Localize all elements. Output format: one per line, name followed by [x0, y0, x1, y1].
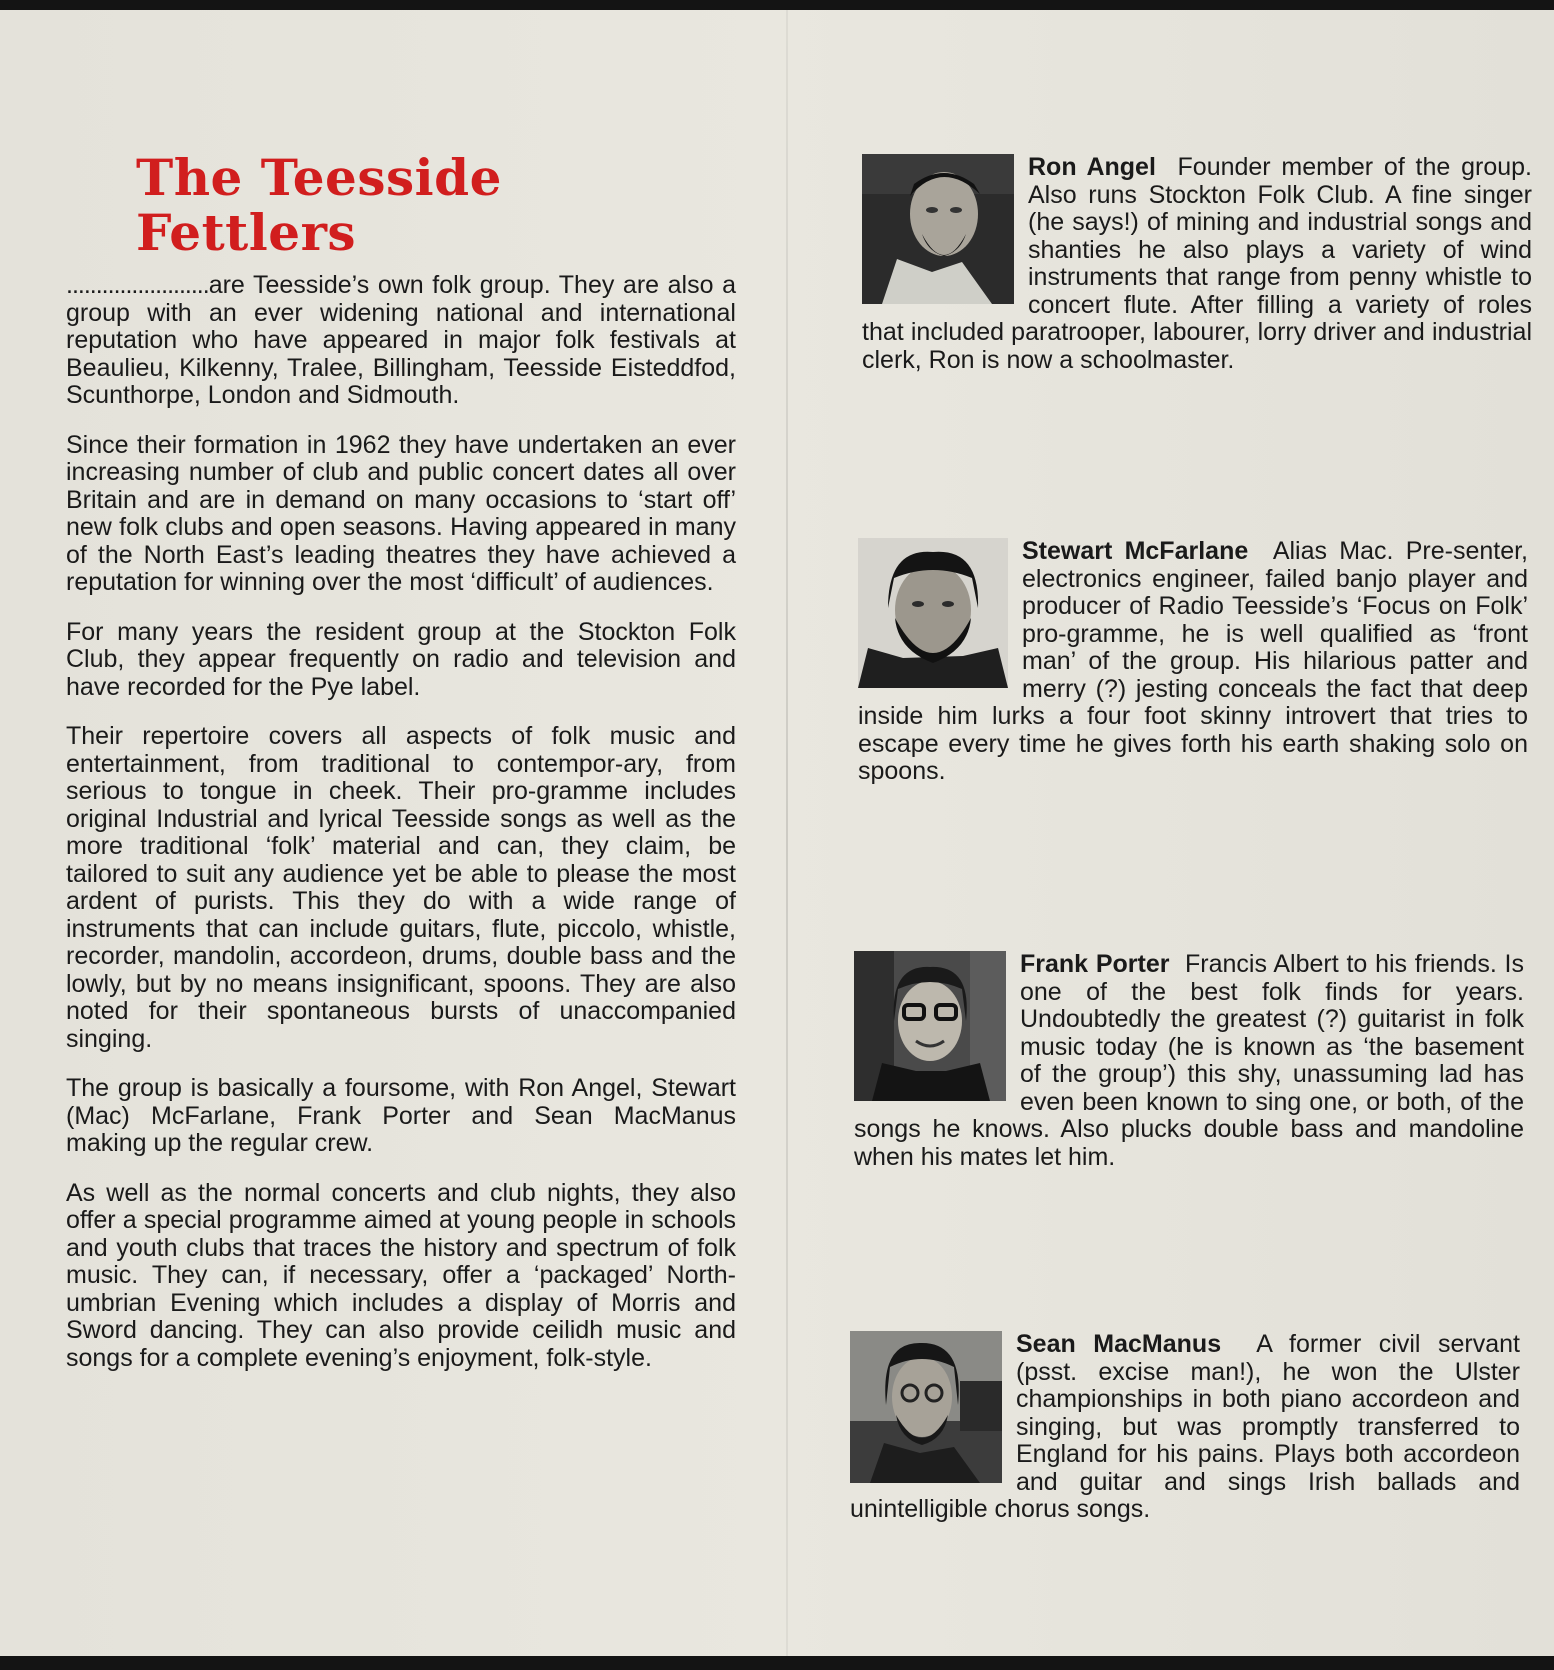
intro-paragraph-6: As well as the normal concerts and club nights, they also offer a special programme aimed at young people in schools and youth clubs that traces the history and spectrum of folk music. They can, if necessary, offer a ‘packaged’ North-umbrian Evening which includes a display of Morris and Sword dancing. They can also provide ceilidh music and songs for a complete evening’s enjoyment, folk-style.: [66, 1178, 736, 1372]
member-name: Sean MacManus: [1016, 1330, 1222, 1358]
intro-paragraph-5: The group is basically a foursome, with Ron Angel, Stewart (Mac) McFarlane, Frank Porter and Sean MacManus making up the regular crew.: [66, 1074, 736, 1157]
intro-paragraph-3: For many years the resident group at the Stockton Folk Club, they appear frequently on radio and television and have recorded for the Pye label.: [66, 617, 736, 701]
stewart-mcfarlane-photo: [858, 538, 1008, 688]
member-bio-stewart-mcfarlane: [858, 538, 1528, 786]
intro-paragraph-4: Their repertoire covers all aspects of folk music and entertainment, from traditional to contempor-ary, from serious to tongue in cheek. Their pro-gramme includes original Industrial and lyrical Teesside songs as well as the more traditional ‘folk’ material and can, they claim, be tailored to suit any audience yet be able to please the most ardent of purists. This they do with a wide range of instruments that can include guitars, flute, piccolo, whistle, recorder, mandolin, accordeon, drums, double bass and the lowly, but by no means insignificant, spoons. They are also noted for their spontaneous bursts of unaccompanied singing.: [66, 722, 736, 1053]
leaflet-page: [0, 10, 1554, 1656]
member-bio-ron-angel: [862, 154, 1532, 374]
member-name: Ron Angel: [1028, 153, 1156, 181]
member-description: Founder member of the group. Also runs Stockton Folk Club. A fine singer (he says!) of mining and industrial songs and shanties he also plays a variety of wind instruments that range from penny whistle to concert flute. After filling a variety of roles that included paratrooper, labourer, lorry driver and industrial clerk, Ron is now a schoolmaster.: [862, 153, 1532, 374]
intro-paragraph-2: Since their formation in 1962 they have undertaken an ever increasing number of club and public concert dates all over Britain and are in demand on many occasions to ‘start off’ new folk clubs and open seasons. Having appeared in many of the North East’s leading theatres they have achieved a reputation for winning over the most ‘difficult’ of audiences.: [66, 430, 736, 596]
leaflet-title: The Teesside Fettlers: [136, 148, 502, 262]
member-description: A former civil servant (psst. excise man!), he won the Ulster championships in both piano accordeon and singing, but was promptly transferred to England for his pains. Plays both accordeon and guitar and sings Irish ballads and unintelligible chorus songs.: [850, 1330, 1520, 1523]
ron-angel-photo: [862, 154, 1014, 304]
member-description: Francis Albert to his friends. Is one of the best folk finds for years. Undoubtedly the greatest (?) guitarist in folk music today (he is known as ‘the basement of the group’) this shy, unassuming lad has even been known to sing one, or both, of the songs he knows. Also plucks double bass and mandoline when his mates let him.: [854, 950, 1524, 1171]
page-fold: [786, 10, 788, 1656]
sean-macmanus-photo: [850, 1331, 1002, 1483]
leader-dots: ........................: [66, 271, 209, 299]
frank-porter-photo: [854, 951, 1006, 1101]
intro-paragraph-1-text: are Teesside’s own folk group. They are also a group with an ever widening national and international reputation who have appeared in major folk festivals at Beaulieu, Kilkenny, Tralee, Billingham, Teesside Eisteddfod, Scunthorpe, London and Sidmouth.: [66, 271, 736, 409]
member-bio-frank-porter: [854, 951, 1524, 1171]
intro-paragraph-1: [66, 272, 736, 410]
member-name: Frank Porter: [1020, 950, 1170, 978]
member-bio-sean-macmanus: [850, 1331, 1520, 1524]
intro-column: [66, 150, 736, 1394]
member-description: Alias Mac. Pre-senter, electronics engineer, failed banjo player and producer of Radio Teesside’s ‘Focus on Folk’ pro-gramme, he is well qualified as ‘front man’ of the group. His hilarious patter and merry (?) jesting conceals the fact that deep inside him lurks a four foot skinny introvert that tries to escape every time he gives forth his earth shaking solo on spoons.: [858, 537, 1528, 785]
member-name: Stewart McFarlane: [1022, 537, 1249, 565]
